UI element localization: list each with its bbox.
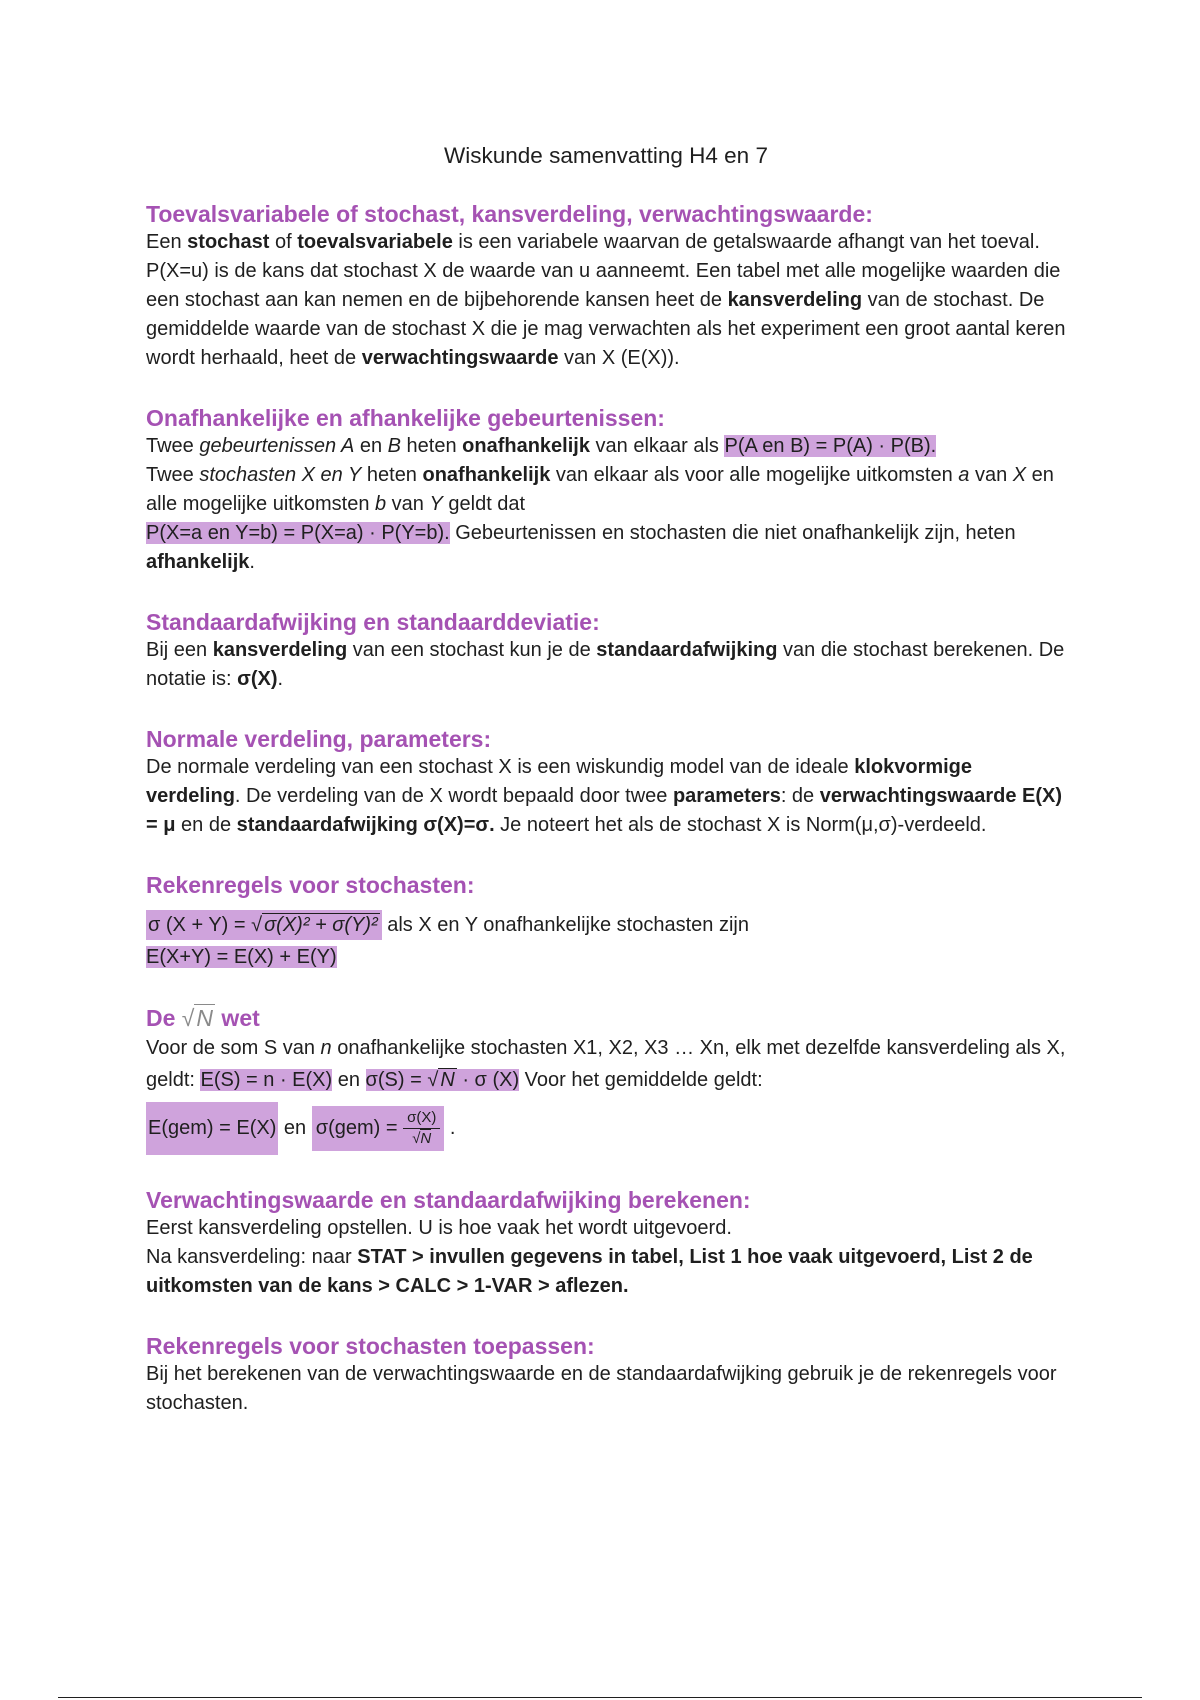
formula-gemiddelde: E(gem) = E(X) en σ(gem) = $\frac{\sigma(X)}{√N}$ . (146, 1102, 1066, 1155)
section-berekenen (146, 1186, 1066, 1301)
highlight-formula: E(S) = n · E(X) (200, 1069, 333, 1091)
footer-divider (58, 1697, 1142, 1698)
section-stochast (146, 200, 1066, 373)
fraction: $\frac{\sigma(X)}{√N}$ (403, 1108, 440, 1149)
formula-sum-sigma: σ (X + Y) = √ σ(X)² + σ(Y)² als X en Y onafhankelijke stochasten zijn (146, 909, 1066, 941)
highlight-formula: P(X=a en Y=b) = P(X=a) · P(Y=b). (146, 522, 450, 544)
section-toepassen (146, 1332, 1066, 1418)
section-heading: Rekenregels voor stochasten toepassen: (146, 1333, 595, 1359)
section-body: De normale verdeling van een stochast X is een wiskundig model van de ideale klokvormige verdeling. De verdeling van de X wordt bepaald door twee parameters: de verwachtingswaarde E(X) = μ en de standaardafwijking σ(X)=σ. Je noteert het als de stochast X is Norm(μ,σ)-verdeeld. (146, 756, 1063, 836)
section-heading: Toevalsvariabele of stochast, kansverdeling, verwachtingswaarde: (146, 201, 873, 227)
section-wortel-n-wet (146, 1004, 1066, 1155)
highlight-formula: σ(S) = √ N · σ (X) (365, 1069, 520, 1091)
formula-sum-expectation: E(X+Y) = E(X) + E(Y) (146, 946, 337, 968)
section-heading: Standaardafwijking en standaarddeviatie: (146, 609, 600, 635)
section-body: Een stochast of toevalsvariabele is een variabele waarvan de getalswaarde afhangt van het toeval. P(X=u) is de kans dat stochast X de waarde van u aanneemt. Een tabel met alle mogelijke waarden die een stochast aan kan nemen en de bijbehorende kansen heet de kansverdeling van de stochast. De gemiddelde waarde van de stochast X die je mag verwachten als het experiment een groot aantal keren wordt herhaald, heet de verwachtingswaarde van X (E(X)). (146, 231, 1066, 369)
document-title: Wiskunde samenvatting H4 en 7 (444, 143, 768, 168)
square-root-icon: √N (181, 1005, 214, 1031)
section-onafhankelijk (146, 404, 1066, 577)
section-heading: Normale verdeling, parameters: (146, 726, 492, 752)
section-body: Bij het berekenen van de verwachtingswaarde en de standaardafwijking gebruik je de rekenregels voor stochasten. (146, 1363, 1057, 1414)
section-body: Eerst kansverdeling opstellen. U is hoe vaak het wordt uitgevoerd. Na kansverdeling: naar STAT > invullen gegevens in tabel, List 1 hoe vaak uitgevoerd, List 2 de uitkomsten van de kans > CALC > 1-VAR > aflezen. (146, 1217, 1033, 1297)
section-standaardafwijking (146, 608, 1066, 694)
highlight-formula: P(A en B) = P(A) · P(B). (724, 435, 937, 457)
section-heading: Rekenregels voor stochasten: (146, 872, 475, 898)
section-body: Voor de som S van n onafhankelijke stochasten X1, X2, X3 … Xn, elk met dezelfde kansverdeling als X, geldt: E(S) = n · E(X) en σ(S) = √ N · σ (X) Voor het gemiddelde geldt: (146, 1037, 1066, 1091)
section-body: Twee gebeurtenissen A en B heten onafhankelijk van elkaar als P(A en B) = P(A) · P(B). Twee stochasten X en Y heten onafhankelijk van elkaar als voor alle mogelijke uitkomsten a van X en alle mogelijke uitkomsten b van Y geldt dat P(X=a en Y=b) = P(X=a) · P(Y=b). Gebeurtenissen en stochasten die niet onafhankelijk zijn, heten afhankelijk. (146, 435, 1054, 573)
section-rekenregels (146, 871, 1066, 973)
section-heading: Onafhankelijke en afhankelijke gebeurtenissen: (146, 405, 665, 431)
section-heading: De √N wet (146, 1005, 260, 1031)
section-normale-verdeling (146, 725, 1066, 840)
square-root-icon: √ σ(X)² + σ(Y)² (251, 914, 378, 936)
section-heading: Verwachtingswaarde en standaardafwijking berekenen: (146, 1187, 751, 1213)
document-page (146, 143, 1066, 1449)
section-body: Bij een kansverdeling van een stochast kun je de standaardafwijking van die stochast berekenen. De notatie is: σ(X). (146, 639, 1065, 690)
